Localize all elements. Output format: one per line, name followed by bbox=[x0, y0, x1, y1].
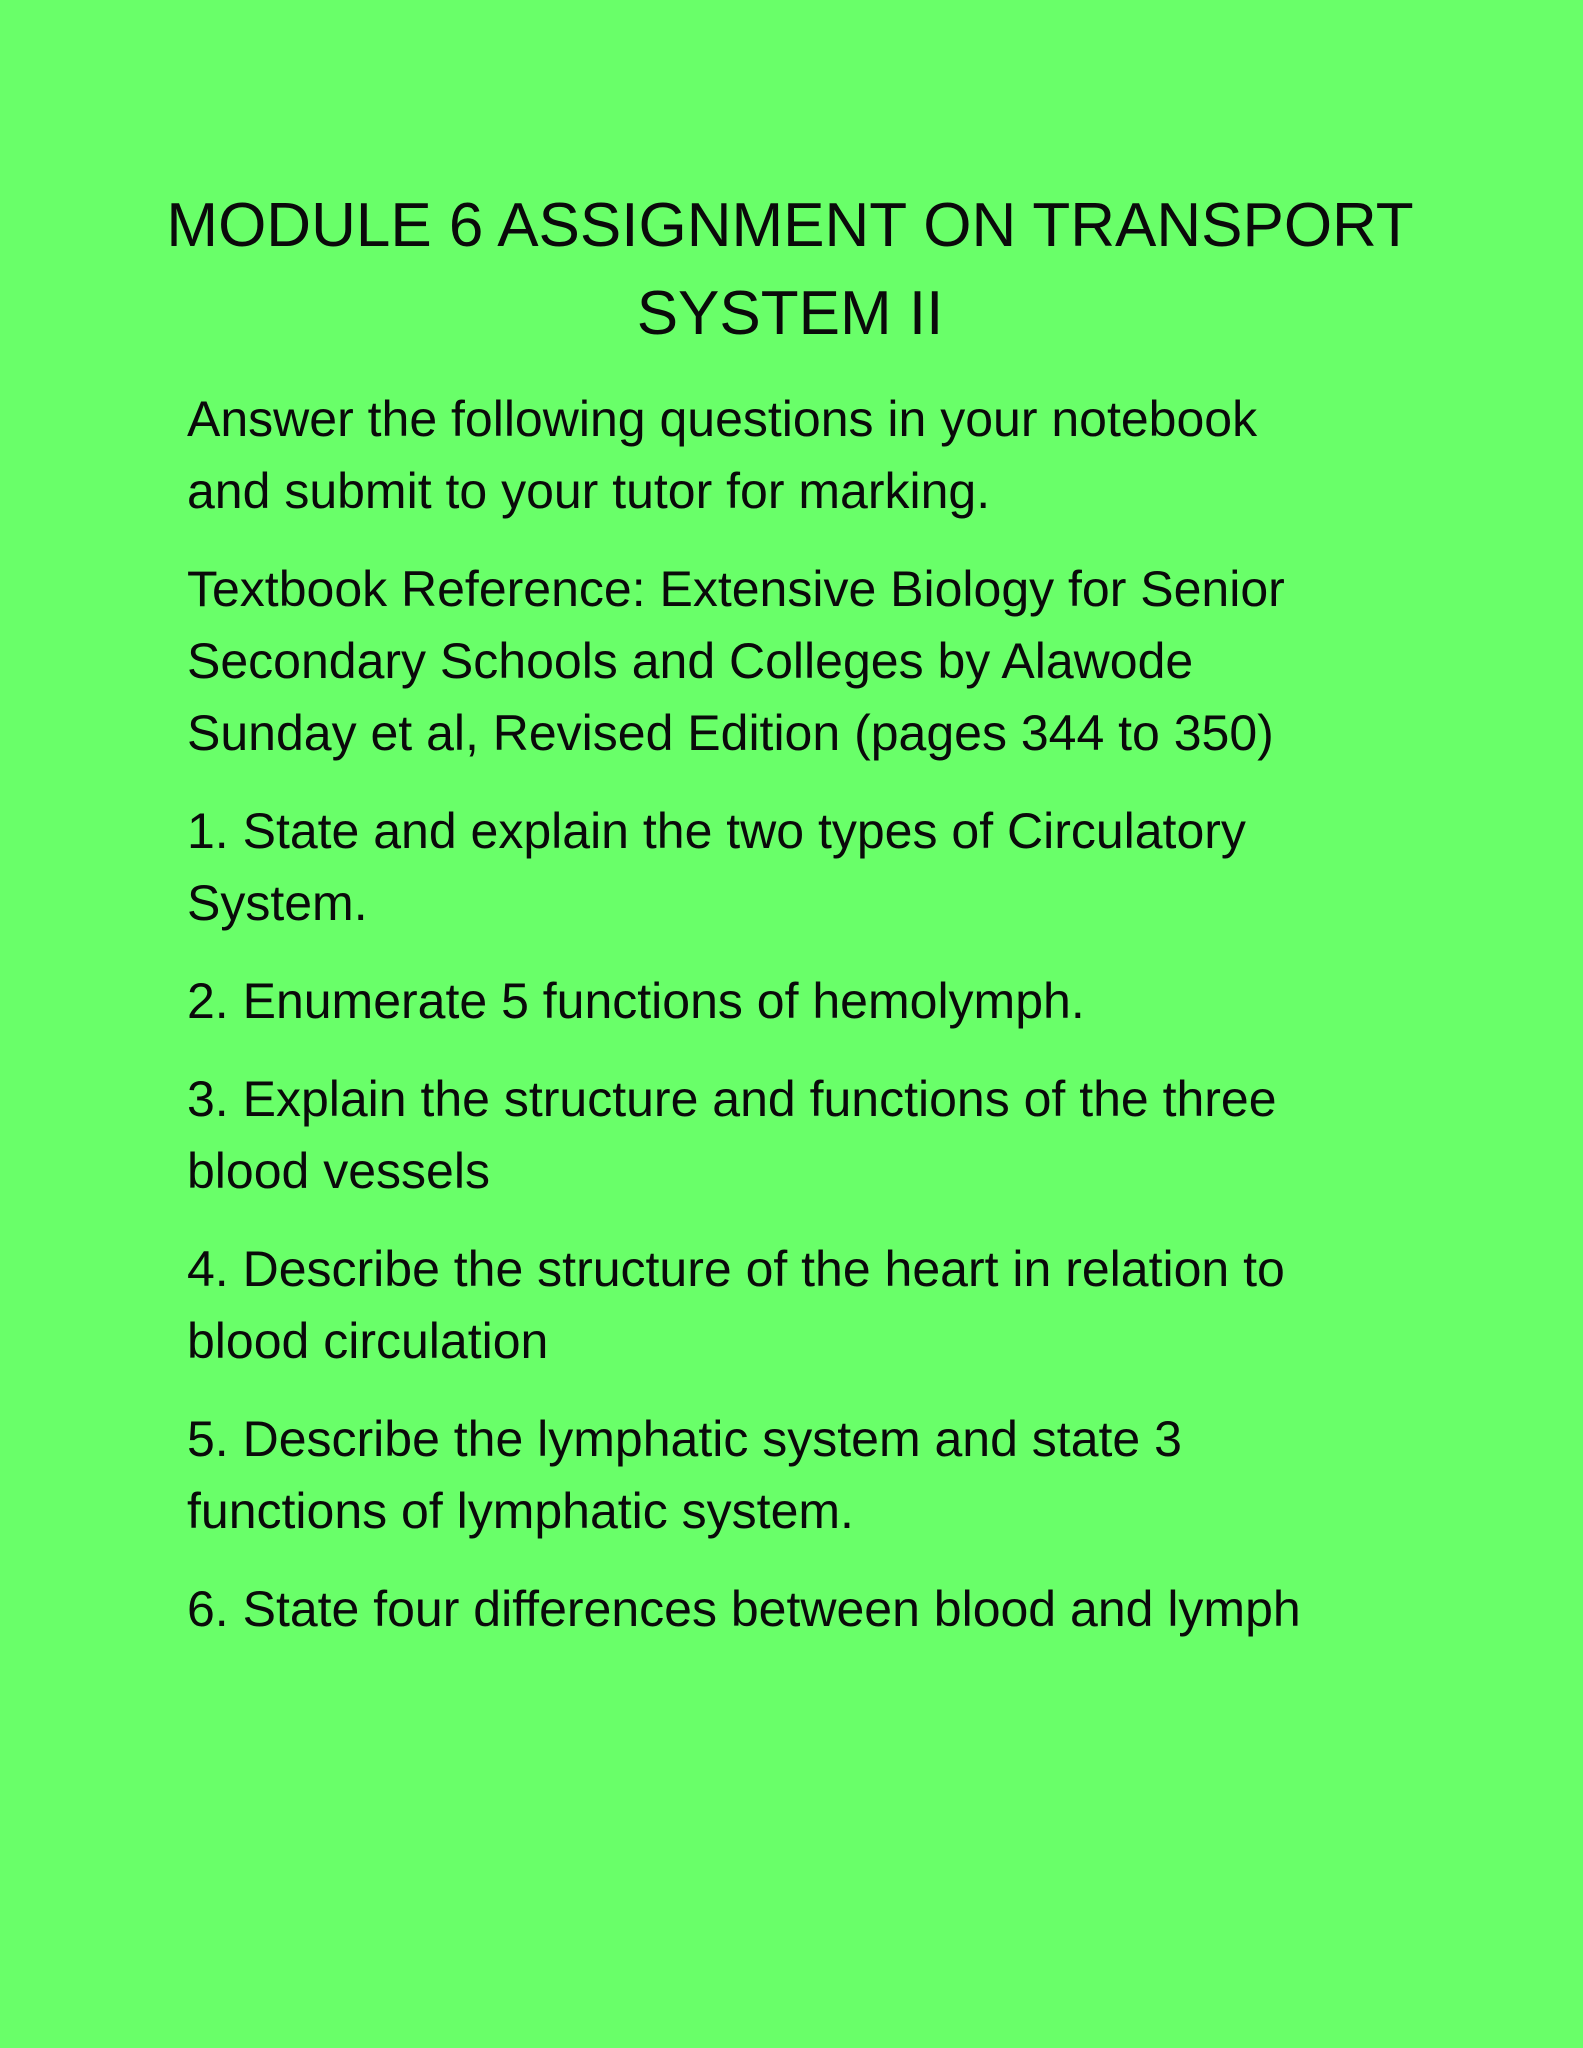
question-list bbox=[187, 795, 1417, 1645]
instruction-line: and submit to your tutor for marking. bbox=[187, 463, 991, 519]
question-item bbox=[187, 1573, 1417, 1645]
question-line: blood circulation bbox=[187, 1313, 549, 1369]
question-line: 4. Describe the structure of the heart in relation to bbox=[187, 1241, 1285, 1297]
question-line: 3. Explain the structure and functions of the three bbox=[187, 1071, 1277, 1127]
reference-line: Secondary Schools and Colleges by Alawode bbox=[187, 633, 1194, 689]
instruction-line: Answer the following questions in your notebook bbox=[187, 391, 1258, 447]
question-line: blood vessels bbox=[187, 1143, 490, 1199]
question-line: 1. State and explain the two types of Circulatory bbox=[187, 803, 1246, 859]
question-item bbox=[187, 795, 1417, 939]
question-line: 2. Enumerate 5 functions of hemolymph. bbox=[187, 973, 1085, 1029]
textbook-reference bbox=[187, 553, 1417, 769]
assignment-body bbox=[187, 383, 1417, 1671]
instructions bbox=[187, 383, 1417, 527]
question-line: System. bbox=[187, 875, 368, 931]
title-line: MODULE 6 ASSIGNMENT ON TRANSPORT bbox=[166, 191, 1414, 260]
question-line: functions of lymphatic system. bbox=[187, 1483, 854, 1539]
question-item bbox=[187, 1233, 1417, 1377]
question-line: 6. State four differences between blood and lymph bbox=[187, 1581, 1301, 1637]
question-item bbox=[187, 965, 1417, 1037]
question-item bbox=[187, 1063, 1417, 1207]
assignment-title bbox=[150, 182, 1430, 358]
question-line: 5. Describe the lymphatic system and state 3 bbox=[187, 1411, 1182, 1467]
question-item bbox=[187, 1403, 1417, 1547]
reference-line: Sunday et al, Revised Edition (pages 344 to 350) bbox=[187, 705, 1274, 761]
reference-line: Textbook Reference: Extensive Biology for Senior bbox=[187, 561, 1285, 617]
title-line: SYSTEM II bbox=[636, 279, 944, 348]
